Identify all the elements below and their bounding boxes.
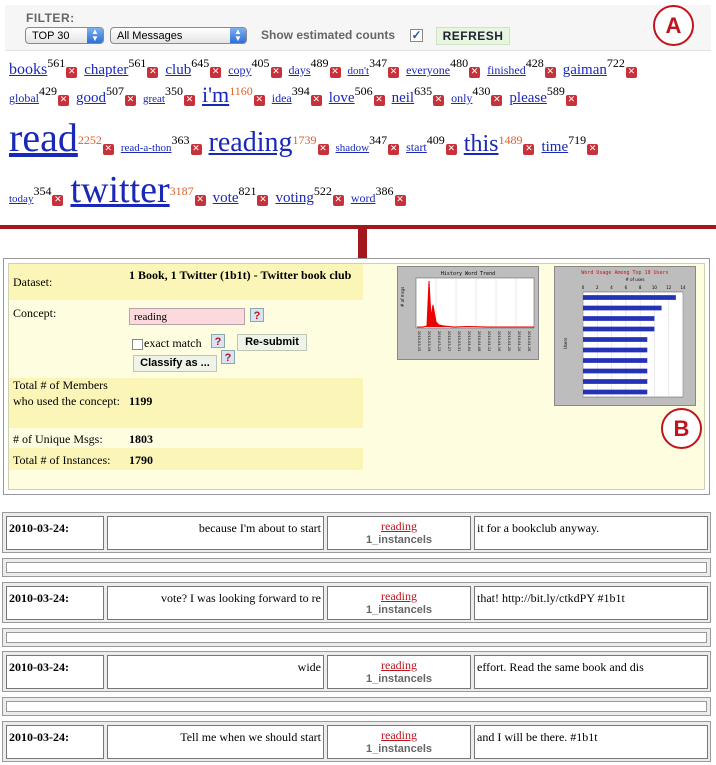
exact-match-checkbox[interactable] (132, 339, 143, 350)
message-context-left: Tell me when we should start (107, 725, 324, 759)
message-filter-select[interactable] (110, 27, 247, 44)
users-bar (583, 379, 647, 384)
message-date: 2010-03-24: (6, 586, 104, 620)
trend-x-tick: 2010-03-15 (417, 331, 421, 352)
message-context-left: because I'm about to start (107, 516, 324, 550)
cloud-word-link[interactable]: global (9, 91, 39, 105)
trend-x-tick: 2010-04-24 (517, 331, 521, 352)
instances-label: Total # of Instances: (13, 453, 111, 467)
show-estimated-checkbox[interactable]: ✓ (411, 28, 422, 42)
users-x-tick: 4 (610, 285, 613, 290)
trend-x-tick: 2010-03-27 (447, 331, 451, 352)
remove-word-icon[interactable]: ✕ (567, 95, 576, 105)
cloud-word-count: 1489 (498, 133, 523, 147)
cloud-word-link[interactable]: books (9, 61, 48, 78)
trend-x-tick: 2010-04-12 (487, 331, 491, 352)
filter-label: FILTER: (26, 11, 75, 25)
message-separator-inner (6, 562, 707, 573)
updown-arrow-icon: ▲ ▼ (87, 28, 103, 43)
users-x-tick: 12 (666, 285, 672, 290)
remove-word-icon[interactable]: ✕ (67, 67, 76, 77)
remove-word-icon[interactable]: ✕ (334, 195, 343, 205)
users-bar (583, 348, 647, 353)
trend-x-tick: 2010-04-20 (507, 331, 511, 352)
cloud-word-count: 522 (313, 184, 332, 198)
cloud-word-count: 561 (47, 56, 66, 70)
cloud-word-count: 429 (39, 84, 57, 98)
cloud-word-link[interactable]: voting (275, 190, 314, 206)
message-context-right: effort. Read the same book and dis (474, 655, 708, 689)
cloud-word-count: 3187 (169, 184, 194, 198)
users-bar (583, 316, 654, 321)
remove-word-icon[interactable]: ✕ (588, 144, 597, 154)
message-keyword-cell (327, 725, 471, 759)
users-bar (583, 390, 647, 395)
cloud-word-link[interactable]: vote (212, 190, 239, 206)
top-users-chart[interactable] (554, 266, 696, 406)
cloud-word-count: 722 (606, 56, 625, 70)
users-bar (583, 369, 647, 374)
cloud-word-count: 821 (238, 184, 257, 198)
cloud-word-count: 354 (33, 184, 52, 198)
remove-word-icon[interactable]: ✕ (185, 95, 194, 105)
message-filter-select-value: All Messages (117, 30, 183, 42)
word-cloud-row (9, 82, 584, 108)
cloud-word-count: 507 (106, 84, 124, 98)
word-cloud-row (9, 56, 644, 79)
cloud-word-link[interactable]: only (451, 91, 473, 105)
remove-word-icon[interactable]: ✕ (54, 195, 62, 205)
message-instances: 1_instancels (365, 673, 433, 685)
cloud-word-count: 2252 (77, 133, 102, 147)
message-keyword-link[interactable]: reading (381, 658, 417, 672)
trend-x-tick: 2010-04-08 (477, 331, 481, 352)
concept-panel (3, 258, 710, 495)
cloud-word-count: 409 (426, 133, 445, 147)
cloud-word-link[interactable]: days (288, 63, 311, 77)
remove-word-icon[interactable]: ✕ (447, 144, 456, 154)
concept-label: Concept: (13, 306, 57, 320)
users-bar (583, 306, 662, 311)
message-row (2, 582, 711, 623)
cloud-word-count: 347 (369, 133, 388, 147)
remove-word-icon[interactable]: ✕ (312, 95, 321, 105)
users-x-tick: 8 (638, 285, 642, 290)
message-keyword-cell (327, 655, 471, 689)
cloud-word-link[interactable]: today (9, 193, 34, 205)
message-date: 2010-03-24: (6, 655, 104, 689)
message-separator (2, 628, 711, 647)
message-date: 2010-03-24: (6, 516, 104, 550)
users-bar (583, 337, 647, 342)
remove-word-icon[interactable]: ✕ (627, 67, 636, 77)
trend-x-tick: 2010-03-23 (437, 331, 441, 352)
cloud-word-link[interactable]: twitter (70, 169, 170, 211)
remove-word-icon[interactable]: ✕ (259, 195, 267, 205)
cloud-word-count: 561 (128, 56, 147, 70)
cloud-word-count: 506 (354, 84, 373, 98)
message-context-left: wide (107, 655, 324, 689)
remove-word-icon[interactable]: ✕ (149, 67, 157, 77)
unique-msgs-label: # of Unique Msgs: (13, 432, 103, 446)
users-xlabel: # of uses (625, 277, 645, 282)
message-separator (2, 697, 711, 716)
cloud-word-link[interactable]: copy (228, 63, 252, 77)
filter-bar (5, 5, 711, 51)
cloud-word-link[interactable]: great (143, 93, 165, 105)
top-n-select[interactable] (25, 27, 104, 44)
cloud-word-link[interactable]: read (9, 115, 78, 160)
cloud-word-count: 635 (414, 84, 433, 98)
members-label: Total # of Members who used the concept: (13, 378, 120, 408)
cloud-word-link[interactable]: please (509, 90, 547, 106)
refresh-button[interactable]: REFRESH (436, 27, 510, 45)
cloud-word-link[interactable]: don't (347, 65, 370, 77)
remove-word-icon[interactable]: ✕ (59, 95, 68, 105)
exact-match-label: exact match (144, 336, 202, 350)
cloud-word-link[interactable]: this (463, 131, 499, 157)
concept-help-icon[interactable]: ? (250, 308, 264, 322)
remove-word-icon[interactable]: ✕ (434, 95, 443, 105)
cloud-word-link[interactable]: finished (487, 63, 526, 77)
users-x-tick: 0 (581, 285, 585, 290)
panel-marker-b: B (661, 408, 702, 449)
remove-word-icon[interactable]: ✕ (396, 195, 404, 205)
trend-x-tick: 2010-04-16 (497, 331, 501, 352)
word-cloud-row (9, 114, 605, 161)
cloud-word-count: 405 (251, 56, 270, 70)
cloud-word-link[interactable]: start (406, 140, 427, 154)
remove-word-icon[interactable]: ✕ (196, 195, 204, 205)
cloud-word-link[interactable]: love (328, 90, 355, 106)
cloud-word-count: 394 (291, 84, 310, 98)
message-keyword-link[interactable]: reading (381, 519, 417, 533)
cloud-word-link[interactable]: gaiman (562, 62, 607, 78)
cloud-word-count: 589 (546, 84, 565, 98)
cloud-word-link[interactable]: time (541, 139, 569, 155)
trend-x-tick: 2010-03-31 (457, 331, 461, 352)
users-chart-title: Word Usage Among Top 10 Users (581, 270, 669, 276)
cloud-word-link[interactable]: idea (271, 91, 292, 105)
show-estimated-label: Show estimated counts (261, 28, 396, 42)
users-x-tick: 14 (680, 285, 686, 290)
cloud-word-count: 1739 (292, 133, 317, 147)
dataset-value: 1 Book, 1 Twitter (1b1t) - Twitter book club (129, 268, 352, 282)
remove-word-icon[interactable]: ✕ (525, 144, 533, 154)
message-context-right: and I will be there. #1b1t (474, 725, 708, 759)
remove-word-icon[interactable]: ✕ (319, 144, 327, 154)
cloud-word-count: 363 (171, 133, 190, 147)
message-keyword-link[interactable]: reading (381, 728, 417, 742)
remove-word-icon[interactable]: ✕ (126, 95, 135, 105)
remove-word-icon[interactable]: ✕ (255, 95, 264, 105)
message-separator-inner (6, 632, 707, 643)
cloud-word-link[interactable]: i'm (201, 82, 230, 107)
cloud-word-link[interactable]: club (165, 62, 192, 78)
resubmit-button[interactable]: Re-submit (237, 334, 307, 351)
cloud-word-link[interactable]: chapter (84, 62, 129, 78)
trend-x-tick: 2010-03-19 (427, 331, 431, 352)
concept-panel-body (8, 263, 705, 490)
message-context-right: that! http://bit.ly/ctkdPY #1b1t (474, 586, 708, 620)
top-n-select-value: TOP 30 (32, 30, 70, 42)
users-bar (583, 358, 647, 363)
cloud-word-link[interactable]: good (76, 90, 106, 106)
cloud-word-link[interactable]: everyone (406, 63, 451, 77)
cloud-word-count: 645 (191, 56, 210, 70)
classify-help-icon[interactable]: ? (221, 350, 235, 364)
remove-word-icon[interactable]: ✕ (104, 144, 113, 154)
cloud-word-count: 386 (375, 184, 394, 198)
message-keyword-link[interactable]: reading (381, 589, 417, 603)
members-value: 1199 (129, 394, 153, 408)
panel-marker-a: A (653, 5, 694, 46)
message-separator (2, 558, 711, 577)
trend-ylabel: # of msgs (400, 286, 405, 307)
word-cloud-row (9, 168, 413, 212)
top-users-plot (555, 267, 695, 405)
users-bar (583, 327, 654, 332)
remove-word-icon[interactable]: ✕ (211, 67, 220, 77)
cloud-word-count: 480 (450, 56, 469, 70)
cloud-word-count: 347 (369, 56, 388, 70)
remove-word-icon[interactable]: ✕ (192, 144, 200, 154)
remove-word-icon[interactable]: ✕ (272, 67, 280, 77)
message-instances: 1_instancels (365, 604, 433, 616)
message-row (2, 512, 711, 553)
cloud-word-link[interactable]: reading (208, 127, 293, 158)
remove-word-icon[interactable]: ✕ (331, 67, 339, 77)
word-cloud-panel (0, 0, 716, 222)
remove-word-icon[interactable]: ✕ (546, 67, 554, 77)
cloud-word-link[interactable]: shadow (335, 142, 370, 154)
message-instances: 1_instancels (365, 534, 433, 546)
dataset-label: Dataset: (13, 275, 53, 289)
message-row (2, 651, 711, 692)
message-context-right: it for a bookclub anyway. (474, 516, 708, 550)
message-context-left: vote? I was looking forward to re (107, 586, 324, 620)
cloud-word-count: 430 (472, 84, 491, 98)
exact-match-help-icon[interactable]: ? (211, 334, 225, 348)
history-word-trend-chart[interactable] (397, 266, 539, 360)
instances-value: 1790 (129, 453, 153, 467)
message-keyword-cell (327, 586, 471, 620)
users-x-tick: 10 (651, 285, 657, 290)
cloud-word-count: 350 (164, 84, 183, 98)
cloud-word-count: 489 (310, 56, 329, 70)
cloud-word-link[interactable]: neil (391, 90, 415, 106)
message-separator-inner (6, 701, 707, 712)
cloud-word-count: 428 (525, 56, 544, 70)
message-row (2, 721, 711, 762)
remove-word-icon[interactable]: ✕ (389, 67, 398, 77)
concept-input[interactable]: reading (129, 308, 245, 325)
remove-word-icon[interactable]: ✕ (375, 95, 383, 105)
cloud-word-count: 719 (568, 133, 587, 147)
cloud-word-count: 1160 (229, 84, 253, 98)
trend-x-tick: 2010-04-04 (467, 331, 471, 352)
remove-word-icon[interactable]: ✕ (389, 144, 398, 154)
message-keyword-cell (327, 516, 471, 550)
message-instances: 1_instancels (365, 743, 433, 755)
unique-msgs-value: 1803 (129, 432, 153, 446)
history-trend-plot (398, 267, 538, 359)
cloud-word-link[interactable]: read-a-thon (120, 142, 172, 154)
users-ylabel: Users (563, 337, 568, 349)
trend-chart-title: History Word Trend (440, 271, 496, 277)
updown-arrow-icon: ▲ ▼ (230, 28, 246, 43)
trend-x-tick: 2010-04-28 (527, 331, 531, 352)
users-x-tick: 2 (596, 285, 599, 290)
cloud-word-link[interactable]: word (350, 191, 376, 205)
remove-word-icon[interactable]: ✕ (493, 95, 501, 105)
remove-word-icon[interactable]: ✕ (470, 67, 479, 77)
users-bar (583, 295, 676, 300)
classify-as-button[interactable]: Classify as ... (133, 355, 217, 372)
users-x-tick: 6 (624, 285, 628, 290)
message-date: 2010-03-24: (6, 725, 104, 759)
